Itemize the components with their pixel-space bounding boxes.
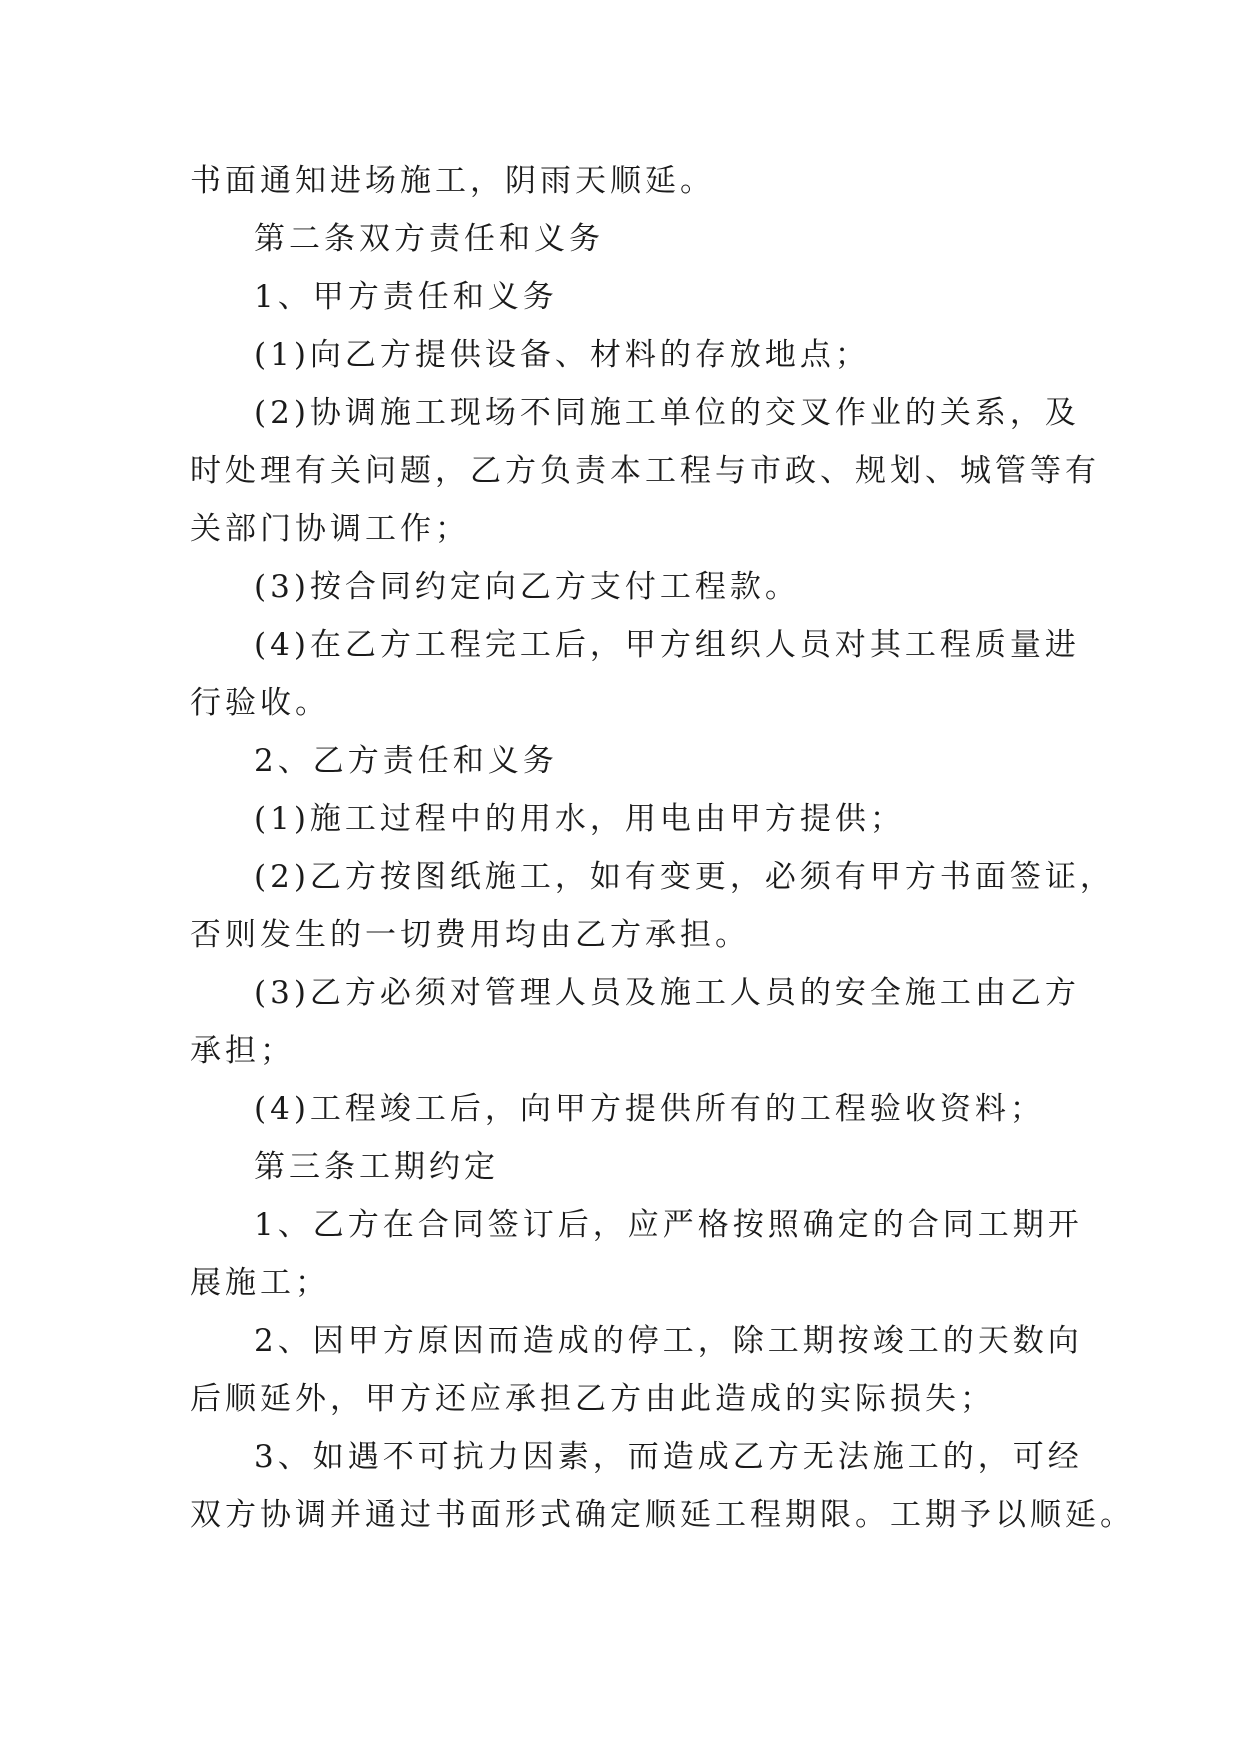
text-line: 书面通知进场施工，阴雨天顺延。	[190, 163, 715, 199]
subheading-party-b-duties	[190, 732, 1050, 790]
list-item-b1	[190, 790, 1050, 848]
text-line: (2)协调施工现场不同施工单位的交叉作业的关系，及	[254, 395, 1080, 431]
text-line: 关部门协调工作；	[190, 511, 470, 547]
text-line: (1)施工过程中的用水，用电由甲方提供；	[254, 801, 905, 837]
text-line: 后顺延外，甲方还应承担乙方由此造成的实际损失；	[190, 1381, 995, 1417]
text-line: (3)按合同约定向乙方支付工程款。	[254, 569, 800, 605]
text-line: 展施工；	[190, 1265, 330, 1301]
text-line: 2、因甲方原因而造成的停工，除工期按竣工的天数向	[254, 1323, 1083, 1359]
text-line: 2、乙方责任和义务	[254, 743, 558, 779]
text-line: 否则发生的一切费用均由乙方承担。	[190, 917, 750, 953]
list-item-a1	[190, 326, 1050, 384]
paragraph-notice-continuation	[190, 152, 1050, 210]
list-item-c1	[190, 1196, 1083, 1312]
text-line: (1)向乙方提供设备、材料的存放地点；	[254, 337, 870, 373]
list-item-b4	[190, 1080, 1050, 1138]
heading-article-2	[190, 210, 1050, 268]
subheading-party-a-duties	[190, 268, 1050, 326]
text-line: (4)工程竣工后，向甲方提供所有的工程验收资料；	[254, 1091, 1045, 1127]
text-line: 1、甲方责任和义务	[254, 279, 558, 315]
text-line: (2)乙方按图纸施工，如有变更，必须有甲方书面签证，	[254, 859, 1115, 895]
list-item-a2	[190, 384, 1100, 558]
text-line: 双方协调并通过书面形式确定顺延工程期限。工期予以顺延。	[190, 1497, 1135, 1533]
list-item-a4	[190, 616, 1080, 732]
text-line: (4)在乙方工程完工后，甲方组织人员对其工程质量进	[254, 627, 1080, 663]
heading-article-3	[190, 1138, 1050, 1196]
text-line: 第二条双方责任和义务	[254, 221, 604, 257]
text-line: 3、如遇不可抗力因素，而造成乙方无法施工的，可经	[254, 1439, 1083, 1475]
text-line: 第三条工期约定	[254, 1149, 499, 1185]
text-line: 1、乙方在合同签订后，应严格按照确定的合同工期开	[254, 1207, 1083, 1243]
list-item-c2	[190, 1312, 1083, 1428]
text-line: 行验收。	[190, 685, 330, 721]
document-body	[190, 152, 1135, 1544]
list-item-a3	[190, 558, 1050, 616]
list-item-b3	[190, 964, 1080, 1080]
text-line: 承担；	[190, 1033, 295, 1069]
text-line: (3)乙方必须对管理人员及施工人员的安全施工由乙方	[254, 975, 1080, 1011]
text-line: 时处理有关问题，乙方负责本工程与市政、规划、城管等有	[190, 453, 1100, 489]
list-item-b2	[190, 848, 1115, 964]
list-item-c3	[190, 1428, 1135, 1544]
